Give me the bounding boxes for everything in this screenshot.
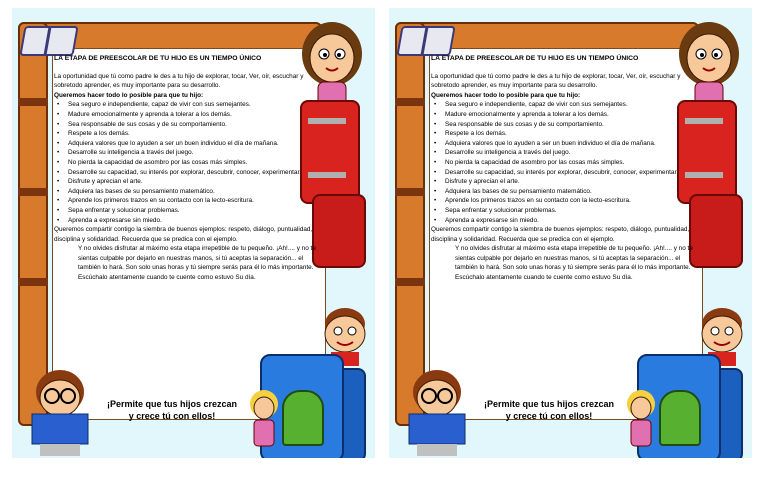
listen-paragraph: Escúchalo atentamente cuando te cuente como estuvo Su día.: [78, 274, 256, 282]
flyer-title: LA ETAPA DE PREESCOLAR DE TU HIJO ES UN TIEMPO ÚNICO: [431, 55, 639, 62]
list-item: • Adquiera valores que lo ayuden a ser un buen individuo el día de mañana.: [68, 139, 324, 149]
frame-stripe: [395, 188, 425, 196]
enjoy-paragraph: Y no olvides disfrutar al máximo esta etapa irrepetible de tu pequeño. ¡Ah!.... y no te sientas culpable por dejarlo en nuestras manos, si tú aceptas la separación... el también lo hará. Son solo unas horas y tú siempre serás para él lo más importante.: [78, 245, 316, 272]
closing-message: [82, 398, 262, 422]
frame-stripe: [395, 98, 425, 106]
list-item: • Aprende los primeros trazos en su contacto con la lecto-escritura.: [68, 196, 324, 206]
share-paragraph: Queremos compartir contigo la siembra de buenos ejemplos: respeto, diálogo, puntualidad, disciplina y solidaridad. Recuerda que se predica con el ejemplo.: [54, 226, 313, 243]
list-item: • Sea responsable de sus cosas y de su comportamiento.: [68, 120, 324, 130]
frame-stripe: [18, 188, 48, 196]
list-item: • Adquiera las bases de su pensamiento matemático.: [68, 187, 324, 197]
list-item: • Disfrute y aprecian el arte.: [445, 177, 701, 187]
list-item: • Aprenda a expresarse sin miedo.: [445, 216, 701, 226]
list-item: • Madure emocionalmente y aprenda a tolerar a los demás.: [445, 110, 701, 120]
intro-paragraph: La oportunidad que tú como padre le des a tu hijo de explorar, tocar, Ver, oír, escuchar y sobretodo aprender, es muy importante para su desarrollo.: [431, 72, 681, 90]
listen-paragraph: Escúchalo atentamente cuando te cuente como estuvo Su día.: [455, 274, 633, 282]
flyer-text: [54, 54, 324, 283]
list-item: • Adquiera las bases de su pensamiento matemático.: [445, 187, 701, 197]
frame-stripe: [18, 98, 48, 106]
intro-paragraph: La oportunidad que tú como padre le des a tu hijo de explorar, tocar, Ver, oír, escuchar y sobretodo aprender, es muy importante para su desarrollo.: [54, 72, 304, 90]
frame-stripe: [18, 278, 48, 286]
list-item: • Desarrolle su capacidad, su interés por explorar, descubrir, conocer, experimentar.: [445, 168, 701, 178]
flyer-card-right: [389, 8, 752, 458]
closing-line-1: ¡Permite que tus hijos crezcan: [106, 399, 238, 409]
enjoy-paragraph: Y no olvides disfrutar al máximo esta etapa irrepetible de tu pequeño. ¡Ah!.... y no te sientas culpable por dejarlo en nuestras manos, si tú aceptas la separación... el también lo hará. Son solo unas horas y tú siempre serás para él lo más importante.: [455, 245, 693, 272]
list-item: • Desarrolle su inteligencia a través del juego.: [68, 148, 324, 158]
closing-line-2: y crece tú con ellos!: [128, 411, 216, 421]
list-item: • Respete a los demás.: [68, 129, 324, 139]
list-item: • Aprende los primeros trazos en su contacto con la lecto-escritura.: [445, 196, 701, 206]
flyer-text: [431, 54, 701, 283]
frame-stripe: [395, 278, 425, 286]
flyer-title: LA ETAPA DE PREESCOLAR DE TU HIJO ES UN TIEMPO ÚNICO: [54, 55, 262, 62]
list-item: • Sea seguro e independiente, capaz de vivir con sus semejantes.: [445, 100, 701, 110]
list-heading: Queremos hacer todo lo posible para que tu hijo:: [431, 91, 581, 99]
list-heading: Queremos hacer todo lo posible para que tu hijo:: [54, 91, 204, 99]
list-item: • No pierda la capacidad de asombro por las cosas más simples.: [68, 158, 324, 168]
closing-line-1: ¡Permite que tus hijos crezcan: [483, 399, 615, 409]
list-item: • Sea seguro e independiente, capaz de vivir con sus semejantes.: [68, 100, 324, 110]
green-door-icon: [659, 390, 701, 446]
open-book-icon: [396, 26, 455, 56]
share-paragraph: Queremos compartir contigo la siembra de buenos ejemplos: respeto, diálogo, puntualidad, disciplina y solidaridad. Recuerda que se predica con el ejemplo.: [431, 226, 690, 243]
flyer-card-left: [12, 8, 375, 458]
list-item: • Sepa enfrentar y solucionar problemas.: [68, 206, 324, 216]
closing-message: [459, 398, 639, 422]
list-item: • Disfrute y aprecian el arte.: [68, 177, 324, 187]
list-item: • Adquiera valores que lo ayuden a ser un buen individuo el día de mañana.: [445, 139, 701, 149]
list-item: • Respete a los demás.: [445, 129, 701, 139]
list-item: • Desarrolle su inteligencia a través del juego.: [445, 148, 701, 158]
list-item: • Desarrolle su capacidad, su interés por explorar, descubrir, conocer, experimentar.: [68, 168, 324, 178]
list-item: • Sea responsable de sus cosas y de su comportamiento.: [445, 120, 701, 130]
list-item: • Sepa enfrentar y solucionar problemas.: [445, 206, 701, 216]
closing-line-2: y crece tú con ellos!: [505, 411, 593, 421]
green-door-icon: [282, 390, 324, 446]
goals-list: [54, 100, 324, 225]
list-item: • No pierda la capacidad de asombro por las cosas más simples.: [445, 158, 701, 168]
open-book-icon: [19, 26, 78, 56]
list-item: • Aprenda a expresarse sin miedo.: [68, 216, 324, 226]
list-item: • Madure emocionalmente y aprenda a tolerar a los demás.: [68, 110, 324, 120]
goals-list: [431, 100, 701, 225]
